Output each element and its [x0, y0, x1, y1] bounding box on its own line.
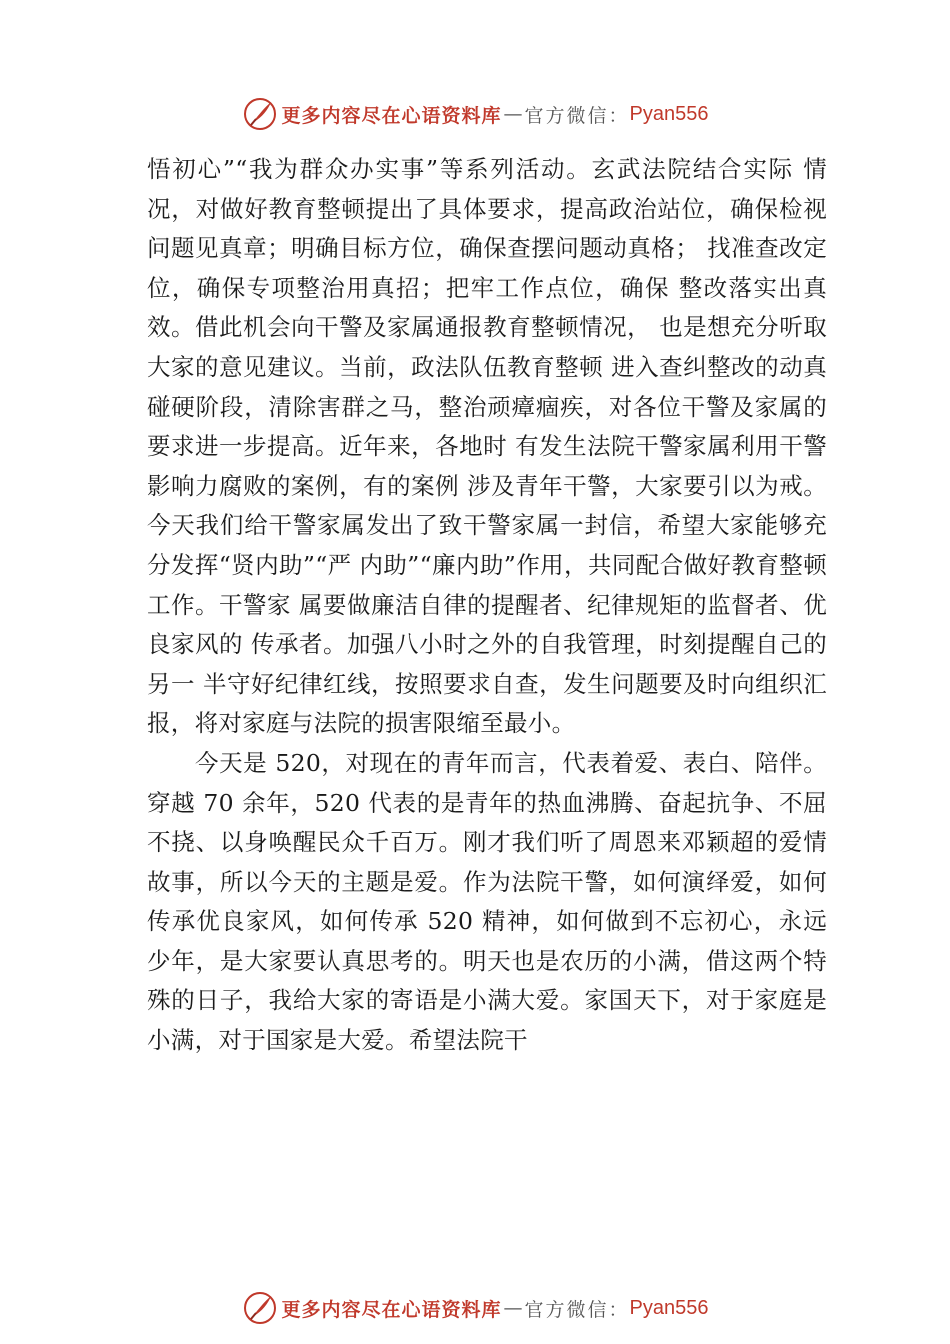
footer-wechat-id: Pyan556 [629, 1296, 709, 1319]
header-wechat-label: 官方微信： [524, 104, 630, 127]
header-separator: — [503, 103, 523, 125]
document-body [147, 150, 827, 1061]
footer-wechat-label: 官方微信： [524, 1298, 630, 1321]
paragraph-1: 悟初心”“我为群众办实事”等系列活动。玄武法院结合实际 情况，对做好教育整顿提出了具体要求，提高政治站位，确保检视问题见真章；明确目标方位，确保查摆问题动真格； 找准查改定位，确保专项整治用真招；把牢工作点位，确保 整改落实出真效。借此机会向干警及家属通报教育整顿情况， 也是想充分听取大家的意见建议。当前，政法队伍教育整顿 进入查纠整改的动真碰硬阶段，清除害群之马，整治顽瘴痼疾，对各位干警及家属的要求进一步提高。近年来，各地时 有发生法院干警家属利用干警影响力腐败的案例，有的案例 涉及青年干警，大家要引以为戒。今天我们给干警家属发出了致干警家属一封信，希望大家能够充分发挥“贤内助”“严 内助”“廉内助”作用，共同配合做好教育整顿工作。干警家 属要做廉洁自律的提醒者、纪律规矩的监督者、优良家风的 传承者。加强八小时之外的自我管理，时刻提醒自己的另一 半守好纪律红线，按照要求自查，发生问题要及时向组织汇 报，将对家庭与法院的损害限缩至最小。 [147, 155, 827, 738]
quill-logo-icon [242, 96, 278, 132]
quill-logo-icon [242, 1290, 278, 1326]
footer-main-text: 更多内容尽在心语资料库 [281, 1298, 502, 1321]
header-wechat-id: Pyan556 [629, 102, 709, 125]
header-main-text: 更多内容尽在心语资料库 [281, 104, 502, 127]
footer-separator: — [503, 1297, 523, 1319]
header-banner [0, 94, 950, 134]
footer-banner [0, 1288, 950, 1328]
paragraph-2: 今天是 520，对现在的青年而言，代表着爱、表白、陪伴。穿越 70 余年，520 代表的是青年的热血沸腾、奋起抗争、不屈不挠、以身唤醒民众千百万。刚才我们听了周恩来邓颖超的爱情故事，所以今天的主题是爱。作为法院干警，如何演绎爱，如何传承优良家风，如何传承 520 精神，如何做到不忘初心，永远少年，是大家要认真思考的。明天也是农历的小满，借这两个特殊的日子，我给大家的寄语是小满大爱。家国天下，对于家庭是小满，对于国家是大爱。希望法院干 [147, 748, 827, 1055]
